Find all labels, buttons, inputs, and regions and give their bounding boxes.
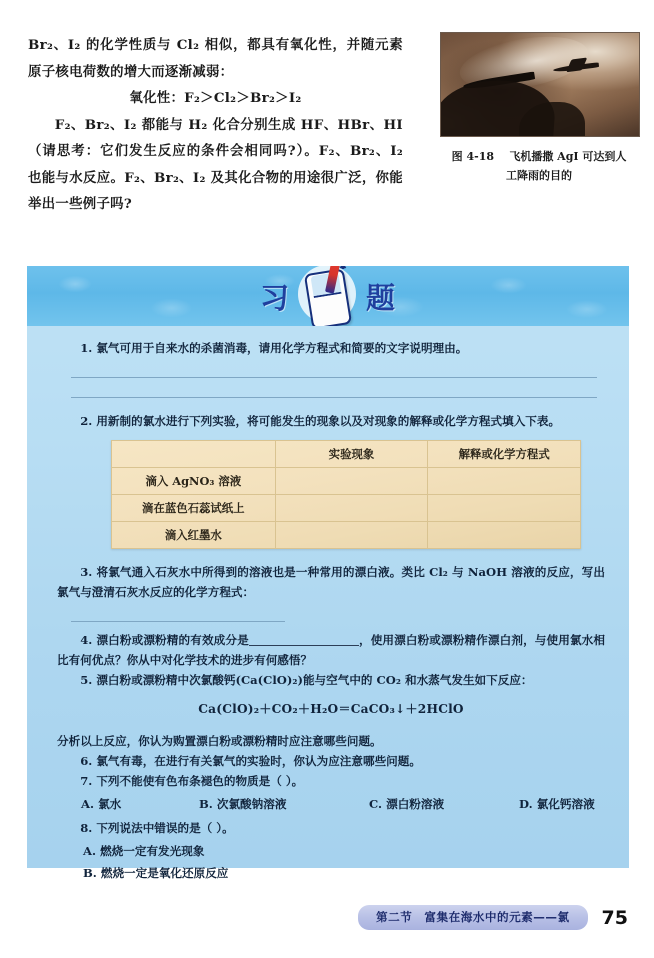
table-cell-explanation-1[interactable] bbox=[428, 495, 581, 522]
questions-list bbox=[27, 326, 629, 884]
paragraph-2: F₂、Br₂、I₂ 都能与 H₂ 化合分别生成 HF、HBr、HI（请思考：它们发生反应的条件会相同吗?）。F₂、Br₂、I₂ 也能与水反应。F₂、Br₂、I₂ 及其化合物的用途很广泛，你能举出一些例子吗? bbox=[28, 116, 403, 212]
question-8-options bbox=[57, 840, 605, 884]
exercises-banner bbox=[27, 266, 629, 326]
question-3: 3. 将氯气通入石灰水中所得到的溶液也是一种常用的漂白液。类比 Cl₂ 与 NaOH 溶液的反应，写出氯气与澄清石灰水反应的化学方程式： bbox=[57, 565, 605, 599]
table-row bbox=[112, 495, 581, 522]
footer-section-title: 第二节 富集在海水中的元素——氯 bbox=[358, 905, 588, 930]
table-header-cell-2: 解释或化学方程式 bbox=[428, 441, 581, 468]
question-7-options bbox=[57, 794, 605, 814]
figure-4-18 bbox=[440, 32, 638, 185]
body-copy bbox=[28, 32, 403, 218]
spark-icon bbox=[336, 266, 350, 273]
question-2: 2. 用新制的氯水进行下列实验，将可能发生的现象以及对现象的解释或化学方程式填入下表。 bbox=[80, 414, 561, 428]
figure-caption-line1: 飞机播撒 AgI 可达到人 bbox=[509, 150, 627, 163]
figure-photo-airplane-seeding bbox=[440, 32, 640, 137]
notebook-pen-icon bbox=[304, 266, 352, 326]
table-row bbox=[112, 522, 581, 549]
paragraph-1: Br₂、I₂ 的化学性质与 Cl₂ 相似，都具有氧化性，并随元素原子核电荷数的增大而逐渐减弱： bbox=[28, 37, 403, 80]
question-7-option-b[interactable]: B. 次氯酸钠溶液 bbox=[199, 797, 287, 812]
question-8-option-b[interactable]: B. 燃烧一定是氧化还原反应 bbox=[83, 866, 229, 881]
question-7-option-a[interactable]: A. 氯水 bbox=[81, 797, 122, 812]
figure-caption-line2: 工降雨的目的 bbox=[506, 169, 572, 182]
page-footer bbox=[0, 905, 654, 930]
table-row bbox=[112, 468, 581, 495]
answer-rule-q1-line2 bbox=[71, 397, 597, 398]
question-6: 6. 氯气有毒，在进行有关氯气的实验时，你认为应注意哪些问题。 bbox=[80, 754, 421, 769]
banner-title-char-right: 题 bbox=[366, 280, 397, 315]
question-1: 1. 氯气可用于自来水的杀菌消毒，请用化学方程式和简要的文字说明理由。 bbox=[80, 341, 468, 355]
table-row-label-0: 滴入 AgNO₃ 溶液 bbox=[112, 468, 276, 495]
table-row-label-1: 滴在蓝色石蕊试纸上 bbox=[112, 495, 276, 522]
question-4-part1: 4. 漂白粉或漂粉精的有效成分是 bbox=[80, 633, 249, 647]
question-5-followup: 分析以上反应，你认为购置漂白粉或漂粉精时应注意哪些问题。 bbox=[57, 734, 382, 749]
question-7-option-d[interactable]: D. 氯化钙溶液 bbox=[519, 797, 595, 812]
experiment-table bbox=[111, 440, 581, 549]
question-4-blank[interactable] bbox=[249, 645, 359, 646]
question-7-option-c[interactable]: C. 漂白粉溶液 bbox=[369, 797, 445, 812]
table-cell-phenomenon-2[interactable] bbox=[275, 522, 428, 549]
footer-page-number: 75 bbox=[601, 906, 628, 929]
question-5-equation: Ca(ClO)₂＋CO₂＋H₂O＝CaCO₃↓＋2HClO bbox=[198, 702, 464, 716]
table-header-cell-1: 实验现象 bbox=[275, 441, 428, 468]
table-cell-explanation-0[interactable] bbox=[428, 468, 581, 495]
banner-title-char-left: 习 bbox=[259, 280, 290, 315]
answer-rule-q3 bbox=[71, 621, 285, 622]
table-cell-phenomenon-0[interactable] bbox=[275, 468, 428, 495]
table-cell-phenomenon-1[interactable] bbox=[275, 495, 428, 522]
question-4-part2: ，使用漂白粉或漂粉精作漂白剂，与使用氯水相比有何优点？你从中对化学技术的进步有何感悟？ bbox=[57, 633, 605, 667]
table-cell-explanation-2[interactable] bbox=[428, 522, 581, 549]
exercises-panel bbox=[27, 266, 629, 881]
table-header-row bbox=[112, 441, 581, 468]
lesson-text-section bbox=[0, 24, 654, 224]
oxidizing-order-line: 氧化性：F₂＞Cl₂＞Br₂＞I₂ bbox=[129, 90, 302, 106]
answer-rule-q1-line1 bbox=[71, 377, 597, 378]
figure-caption bbox=[440, 147, 638, 185]
question-8-option-a[interactable]: A. 燃烧一定有发光现象 bbox=[83, 844, 205, 859]
table-header-cell-0 bbox=[112, 441, 276, 468]
question-5: 5. 漂白粉或漂粉精中次氯酸钙(Ca(ClO)₂)能与空气中的 CO₂ 和水蒸气发生如下反应： bbox=[80, 673, 533, 687]
question-7: 7. 下列不能使有色布条褪色的物质是（ ）。 bbox=[80, 774, 304, 789]
question-4 bbox=[57, 630, 605, 670]
figure-caption-label: 图 4-18 bbox=[451, 150, 494, 163]
table-row-label-2: 滴入红墨水 bbox=[112, 522, 276, 549]
banner-inner bbox=[27, 266, 629, 326]
question-8: 8. 下列说法中错误的是（ ）。 bbox=[80, 821, 234, 836]
